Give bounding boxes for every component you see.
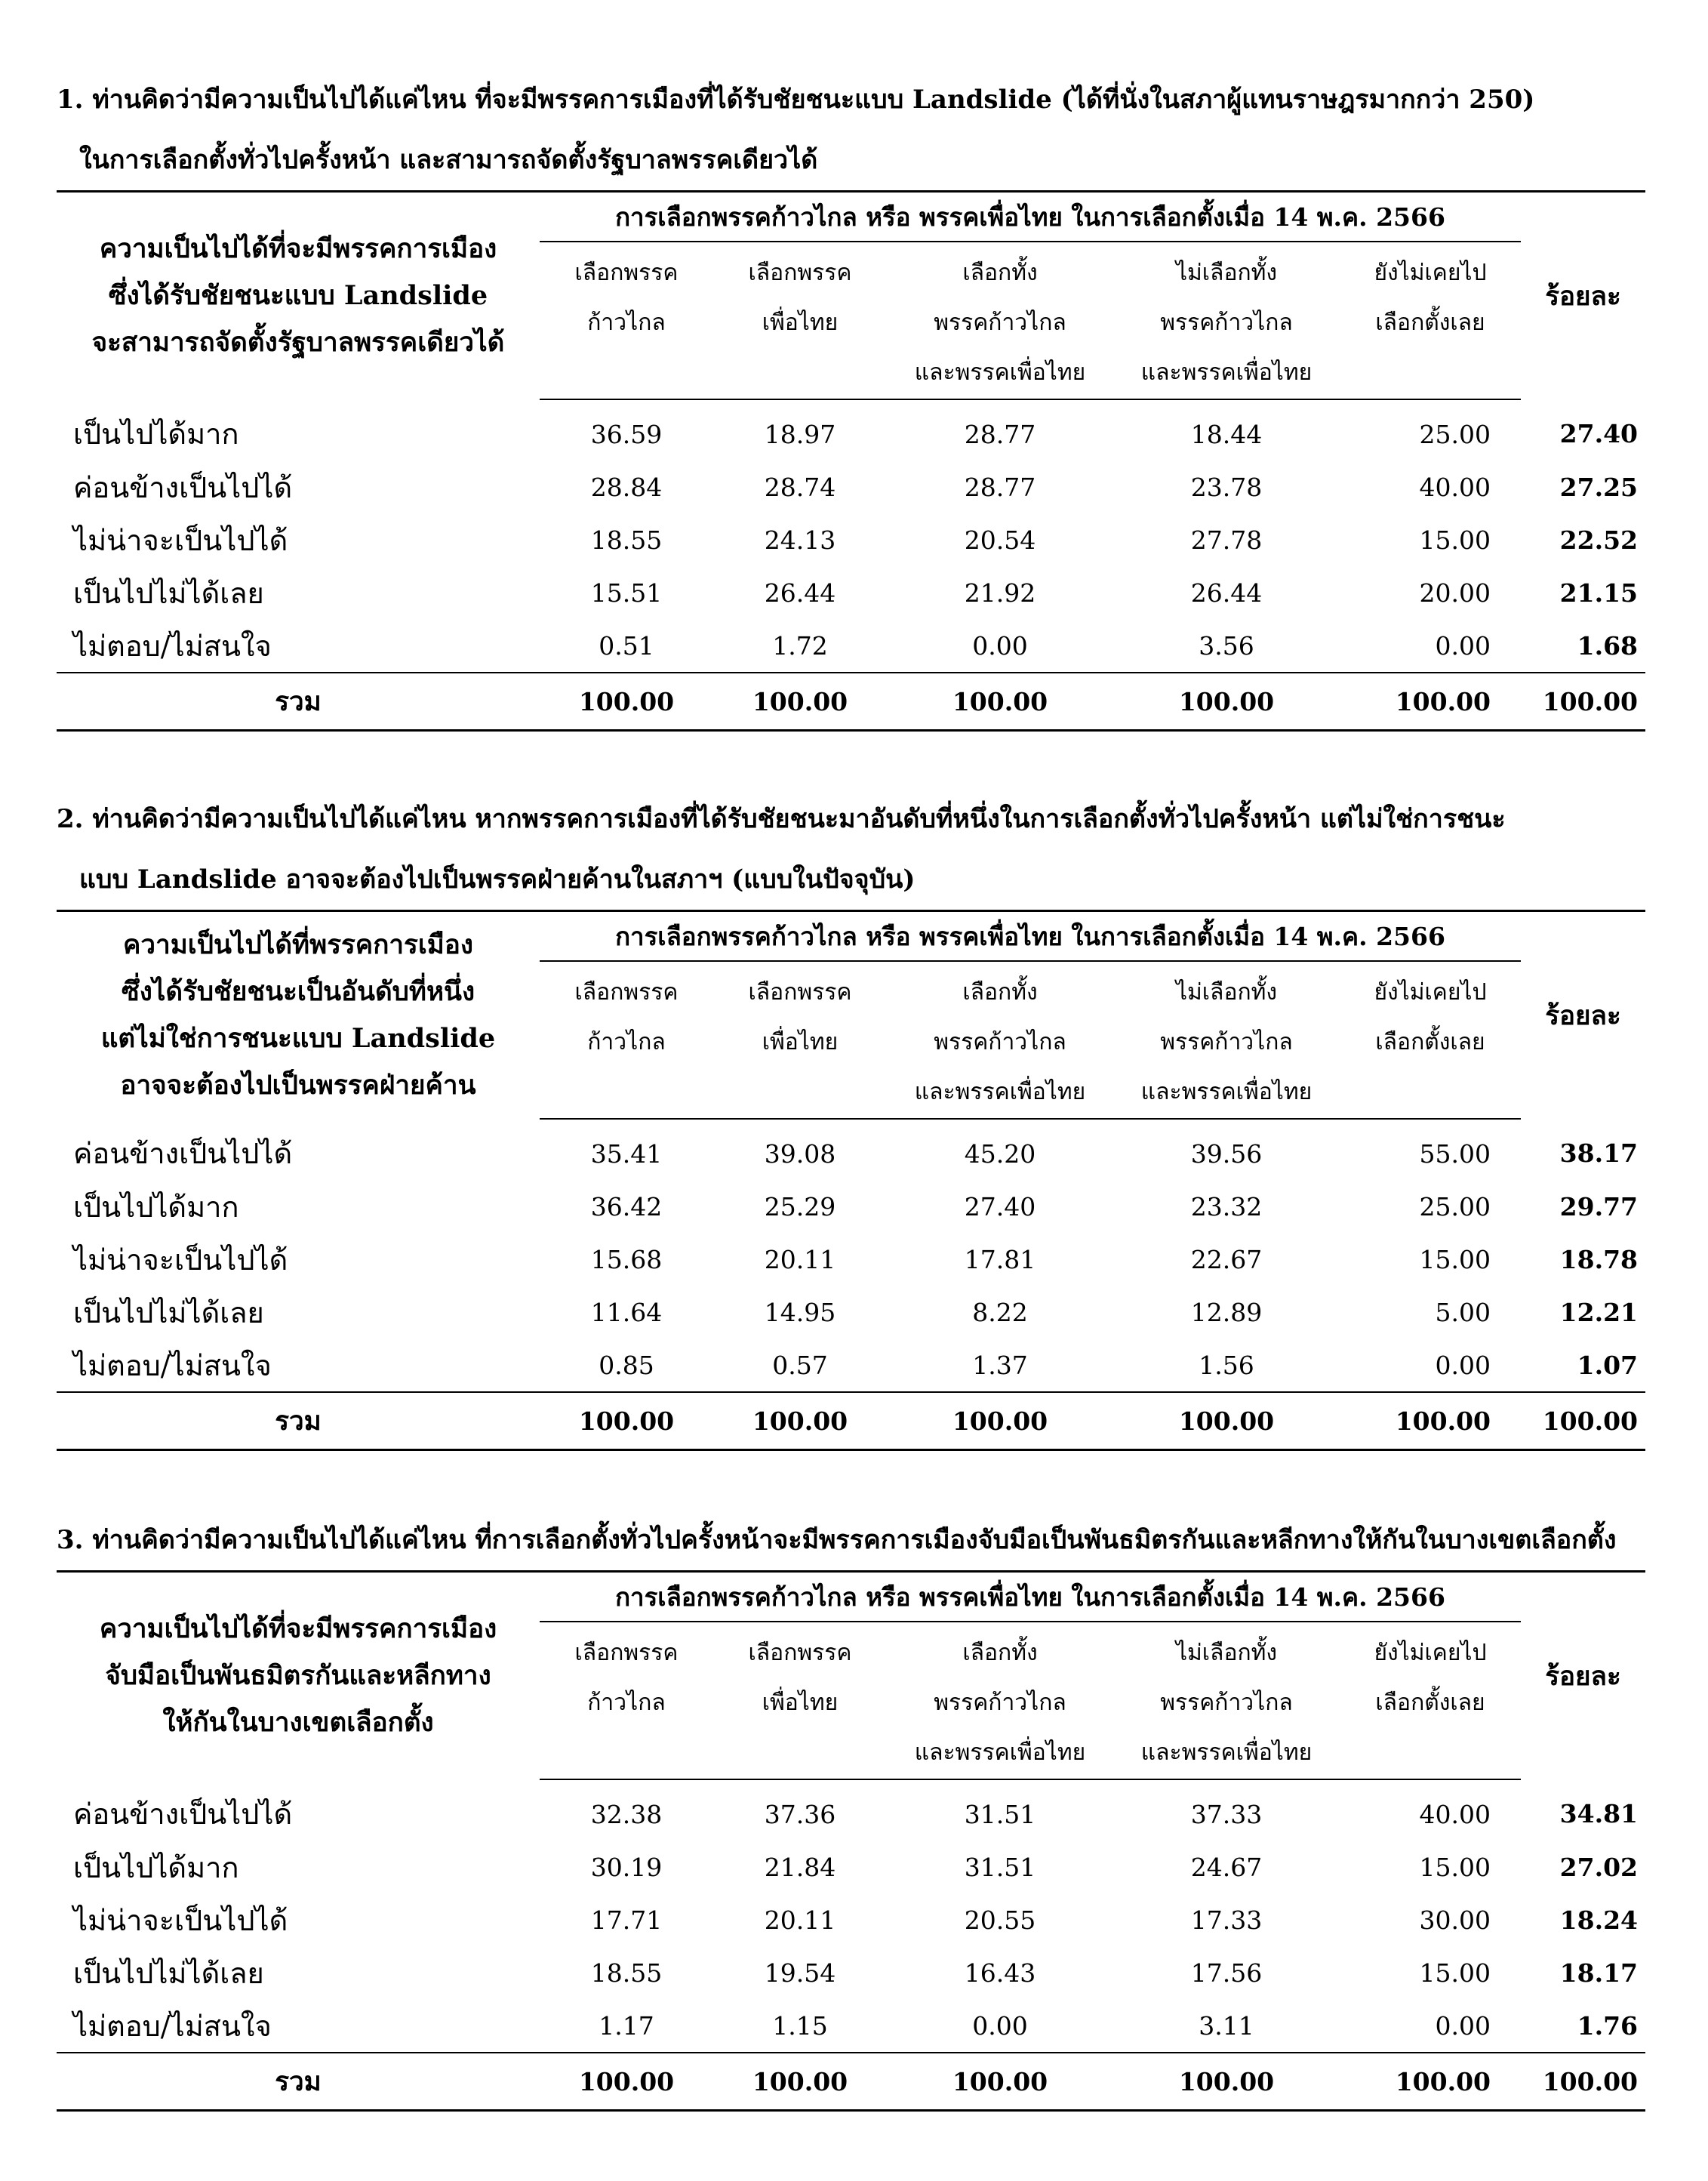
percent-value: 12.21 <box>1559 1297 1639 1327</box>
column-header-line: เลือกพรรค <box>748 1640 852 1666</box>
column-header-move-forward <box>540 961 713 1119</box>
percent-value: 34.81 <box>1559 1799 1639 1828</box>
table-row <box>57 566 1645 619</box>
cell-value: 0.00 <box>1435 2010 1491 2041</box>
table-row <box>57 1779 1645 1841</box>
row-label: ค่อนข้างเป็นไปได้ <box>73 470 293 504</box>
table-row <box>57 1338 1645 1392</box>
cell-value: 28.77 <box>964 419 1036 449</box>
cell-value: 8.22 <box>972 1297 1028 1327</box>
column-header-neither <box>1113 961 1340 1119</box>
column-header-neither <box>1113 242 1340 399</box>
row-label: ไม่น่าจะเป็นไปได้ <box>73 1243 288 1277</box>
cell-value: 18.44 <box>1190 419 1263 449</box>
row-header-line: จะสามารถจัดตั้งรัฐบาลพรรคเดียวได้ <box>91 327 505 358</box>
cell-value: 0.00 <box>1435 630 1491 661</box>
cell-value: 1.15 <box>772 2010 828 2041</box>
row-header-line: แต่ไม่ใช่การชนะแบบ Landslide <box>100 1023 496 1054</box>
total-percent: 100.00 <box>1521 1392 1645 1450</box>
total-percent: 100.00 <box>1521 2053 1645 2111</box>
percent-value: 38.17 <box>1559 1138 1639 1168</box>
total-value: 100.00 <box>540 1392 713 1450</box>
cell-value: 21.92 <box>964 578 1036 608</box>
question-title-line-1: 3. ท่านคิดว่ามีความเป็นไปได้แค่ไหน ที่การเลือกตั้งทั่วไปครั้งหน้าจะมีพรรคการเมืองจับมือเป็นพันธมิตรกันและหลีกทางให้กันในบางเขตเลือกตั้ง <box>57 1525 1617 1555</box>
row-header-line: ซึ่งได้รับชัยชนะแบบ Landslide <box>108 280 488 311</box>
row-label: ไม่ตอบ/ไม่สนใจ <box>73 1348 272 1382</box>
total-value: 100.00 <box>713 1392 887 1450</box>
total-value: 100.00 <box>540 673 713 731</box>
row-label: เป็นไปได้มาก <box>73 417 239 451</box>
row-label: ไม่ตอบ/ไม่สนใจ <box>73 2009 272 2043</box>
cell-value: 39.08 <box>764 1138 836 1169</box>
total-value: 100.00 <box>887 2053 1113 2111</box>
total-label: รวม <box>57 673 540 731</box>
row-label: ค่อนข้างเป็นไปได้ <box>73 1137 293 1170</box>
cell-value: 20.11 <box>764 1905 836 1935</box>
column-header-line: ไม่เลือกทั้ง <box>1175 1640 1278 1666</box>
total-value: 100.00 <box>1113 673 1340 731</box>
total-label: รวม <box>57 1392 540 1450</box>
column-header-line: และพรรคเพื่อไทย <box>914 1739 1086 1766</box>
row-header-line: อาจจะต้องไปเป็นพรรคฝ่ายค้าน <box>120 1070 476 1101</box>
cell-value: 31.51 <box>964 1799 1036 1829</box>
column-header-line: เลือกตั้งเลย <box>1375 1029 1485 1055</box>
percent-value: 18.78 <box>1559 1244 1639 1274</box>
question-title-line-2: ในการเลือกตั้งทั่วไปครั้งหน้า และสามารถจัดตั้งรัฐบาลพรรคเดียวได้ <box>79 145 818 175</box>
total-row <box>57 1392 1645 1450</box>
column-header-line: เพื่อไทย <box>762 1029 839 1055</box>
total-value: 100.00 <box>1340 1392 1521 1450</box>
percent-value: 1.68 <box>1577 630 1639 661</box>
column-header-line: เลือกตั้งเลย <box>1375 310 1485 336</box>
column-header-both <box>887 242 1113 399</box>
column-header-line: พรรคก้าวไกล <box>934 1690 1066 1716</box>
cell-value: 28.77 <box>964 472 1036 502</box>
column-header-both <box>887 961 1113 1119</box>
total-value: 100.00 <box>887 673 1113 731</box>
total-value: 100.00 <box>887 1392 1113 1450</box>
cell-value: 18.97 <box>764 419 836 449</box>
column-header-line: เลือกทั้ง <box>962 1640 1038 1666</box>
percent-value: 27.40 <box>1559 419 1639 448</box>
cell-value: 26.44 <box>764 578 836 608</box>
cell-value: 3.11 <box>1199 2010 1254 2041</box>
percent-value: 27.02 <box>1559 1852 1639 1882</box>
cell-value: 18.55 <box>590 525 663 555</box>
percent-header: ร้อยละ <box>1545 1660 1621 1692</box>
column-header-line: และพรรคเพื่อไทย <box>914 359 1086 386</box>
cell-value: 0.00 <box>972 630 1028 661</box>
row-header-line: ความเป็นไปได้ที่จะมีพรรคการเมือง <box>99 233 497 264</box>
cell-value: 26.44 <box>1190 578 1263 608</box>
section-2 <box>57 789 1645 1451</box>
table-row <box>57 1286 1645 1338</box>
cell-value: 16.43 <box>964 1958 1036 1988</box>
cell-value: 1.72 <box>772 630 828 661</box>
question-title <box>57 789 1645 910</box>
cell-value: 24.67 <box>1190 1852 1263 1882</box>
cell-value: 19.54 <box>764 1958 836 1988</box>
cell-value: 39.56 <box>1190 1138 1263 1169</box>
cell-value: 5.00 <box>1435 1297 1491 1327</box>
column-header-line: ก้าวไกล <box>587 310 666 336</box>
total-value: 100.00 <box>1113 1392 1340 1450</box>
cell-value: 32.38 <box>590 1799 663 1829</box>
percent-value: 29.77 <box>1559 1191 1639 1221</box>
results-table <box>57 910 1645 1451</box>
row-header-line: ความเป็นไปได้ที่จะมีพรรคการเมือง <box>99 1613 497 1644</box>
column-header-line: เลือกตั้งเลย <box>1375 1690 1485 1716</box>
column-header-line: พรรคก้าวไกล <box>1160 310 1293 336</box>
cell-value: 27.78 <box>1190 525 1263 555</box>
column-header-line: ยังไม่เคยไป <box>1374 979 1487 1006</box>
row-header <box>57 911 540 1120</box>
cell-value: 15.00 <box>1419 1852 1491 1882</box>
column-header-line: ยังไม่เคยไป <box>1374 1640 1487 1666</box>
table-row <box>57 1180 1645 1233</box>
row-header <box>57 192 540 400</box>
column-header-line: ก้าวไกล <box>587 1690 666 1716</box>
cell-value: 15.51 <box>590 578 663 608</box>
cell-value: 3.56 <box>1199 630 1254 661</box>
table-row <box>57 1841 1645 1893</box>
column-header-line: พรรคก้าวไกล <box>934 1029 1066 1055</box>
cell-value: 0.00 <box>1435 1350 1491 1380</box>
column-header-line: เลือกพรรค <box>748 979 852 1006</box>
column-header-line: และพรรคเพื่อไทย <box>1140 1079 1313 1105</box>
table-row <box>57 1999 1645 2053</box>
row-header-line: ซึ่งได้รับชัยชนะเป็นอันดับที่หนึ่ง <box>121 976 475 1007</box>
total-percent: 100.00 <box>1521 673 1645 731</box>
column-group-header: การเลือกพรรคก้าวไกล หรือ พรรคเพื่อไทย ในการเลือกตั้งเมื่อ 14 พ.ค. 2566 <box>540 192 1521 242</box>
cell-value: 25.00 <box>1419 419 1491 449</box>
percent-header: ร้อยละ <box>1545 1000 1621 1031</box>
column-header-line: ก้าวไกล <box>587 1029 666 1055</box>
column-header-line: ไม่เลือกทั้ง <box>1175 260 1278 286</box>
row-label: ไม่น่าจะเป็นไปได้ <box>73 1903 288 1937</box>
cell-value: 1.37 <box>972 1350 1028 1380</box>
cell-value: 15.00 <box>1419 1958 1491 1988</box>
cell-value: 17.33 <box>1190 1905 1263 1935</box>
results-table <box>57 1570 1645 2112</box>
percent-value: 18.17 <box>1559 1958 1639 1988</box>
column-header-line: เลือกพรรค <box>574 1640 679 1666</box>
total-value: 100.00 <box>1340 2053 1521 2111</box>
total-value: 100.00 <box>540 2053 713 2111</box>
cell-value: 15.68 <box>590 1244 663 1274</box>
cell-value: 20.00 <box>1419 578 1491 608</box>
table-row <box>57 1893 1645 1946</box>
cell-value: 25.29 <box>764 1191 836 1221</box>
percent-value: 18.24 <box>1559 1905 1639 1935</box>
cell-value: 36.59 <box>590 419 663 449</box>
column-header-line: เลือกทั้ง <box>962 979 1038 1006</box>
percent-value: 1.76 <box>1577 2010 1639 2041</box>
column-header-move-forward <box>540 1622 713 1779</box>
column-header-line: เลือกพรรค <box>574 260 679 286</box>
row-label: เป็นไปไม่ได้เลย <box>73 576 264 610</box>
cell-value: 0.57 <box>772 1350 828 1380</box>
column-header-line: และพรรคเพื่อไทย <box>914 1079 1086 1105</box>
question-title <box>57 1510 1645 1570</box>
percent-header: ร้อยละ <box>1545 280 1621 312</box>
table-row <box>57 1946 1645 1999</box>
cell-value: 22.67 <box>1190 1244 1263 1274</box>
percent-value: 22.52 <box>1559 525 1639 555</box>
cell-value: 37.36 <box>764 1799 836 1829</box>
cell-value: 15.00 <box>1419 1244 1491 1274</box>
cell-value: 24.13 <box>764 525 836 555</box>
table-row <box>57 461 1645 513</box>
cell-value: 35.41 <box>590 1138 663 1169</box>
column-header-line: เพื่อไทย <box>762 310 839 336</box>
cell-value: 12.89 <box>1190 1297 1263 1327</box>
cell-value: 23.78 <box>1190 472 1263 502</box>
cell-value: 30.19 <box>590 1852 663 1882</box>
column-header-pheu-thai <box>713 242 887 399</box>
percent-value: 21.15 <box>1559 578 1639 608</box>
table-row <box>57 1233 1645 1286</box>
table-row <box>57 1119 1645 1180</box>
cell-value: 15.00 <box>1419 525 1491 555</box>
column-header-pheu-thai <box>713 1622 887 1779</box>
column-header-line: พรรคก้าวไกล <box>1160 1029 1293 1055</box>
cell-value: 45.20 <box>964 1138 1036 1169</box>
cell-value: 20.54 <box>964 525 1036 555</box>
column-header-move-forward <box>540 242 713 399</box>
cell-value: 21.84 <box>764 1852 836 1882</box>
row-header-line: ให้กันในบางเขตเลือกตั้ง <box>162 1707 434 1738</box>
percent-value: 1.07 <box>1577 1350 1639 1380</box>
question-title <box>57 69 1645 190</box>
row-header <box>57 1572 540 1780</box>
cell-value: 40.00 <box>1419 472 1491 502</box>
column-header-line: พรรคก้าวไกล <box>934 310 1066 336</box>
cell-value: 27.40 <box>964 1191 1036 1221</box>
column-header-line: และพรรคเพื่อไทย <box>1140 1739 1313 1766</box>
row-label: เป็นไปไม่ได้เลย <box>73 1956 264 1990</box>
cell-value: 28.84 <box>590 472 663 502</box>
table-row <box>57 513 1645 566</box>
section-3 <box>57 1510 1645 2112</box>
column-header-line: ยังไม่เคยไป <box>1374 260 1487 286</box>
total-row <box>57 2053 1645 2111</box>
cell-value: 11.64 <box>590 1297 663 1327</box>
row-label: ไม่น่าจะเป็นไปได้ <box>73 523 288 557</box>
percent-value: 27.25 <box>1559 472 1639 502</box>
cell-value: 28.74 <box>764 472 836 502</box>
column-header-pheu-thai <box>713 961 887 1119</box>
total-value: 100.00 <box>713 673 887 731</box>
cell-value: 14.95 <box>764 1297 836 1327</box>
cell-value: 17.56 <box>1190 1958 1263 1988</box>
column-header-line: และพรรคเพื่อไทย <box>1140 359 1313 386</box>
column-header-never-voted <box>1340 242 1521 399</box>
total-value: 100.00 <box>1340 673 1521 731</box>
cell-value: 0.85 <box>599 1350 654 1380</box>
cell-value: 36.42 <box>590 1191 663 1221</box>
total-value: 100.00 <box>713 2053 887 2111</box>
row-header-line: จับมือเป็นพันธมิตรกันและหลีกทาง <box>105 1660 491 1691</box>
row-label: เป็นไปได้มาก <box>73 1190 239 1224</box>
cell-value: 25.00 <box>1419 1191 1491 1221</box>
question-title-line-1: 1. ท่านคิดว่ามีความเป็นไปได้แค่ไหน ที่จะมีพรรคการเมืองที่ได้รับชัยชนะแบบ Landslide (ได้ที่นั่งในสภาผู้แทนราษฎรมากกว่า 250) <box>57 85 1535 115</box>
cell-value: 37.33 <box>1190 1799 1263 1829</box>
column-header-never-voted <box>1340 1622 1521 1779</box>
cell-value: 20.11 <box>764 1244 836 1274</box>
column-header-line: เพื่อไทย <box>762 1690 839 1716</box>
total-label: รวม <box>57 2053 540 2111</box>
question-title-line-1: 2. ท่านคิดว่ามีความเป็นไปได้แค่ไหน หากพรรคการเมืองที่ได้รับชัยชนะมาอันดับที่หนึ่งในการเลือกตั้งทั่วไปครั้งหน้า แต่ไม่ใช่การชนะ <box>57 804 1506 834</box>
column-header-both <box>887 1622 1113 1779</box>
column-header-line: เลือกพรรค <box>574 979 679 1006</box>
cell-value: 40.00 <box>1419 1799 1491 1829</box>
cell-value: 18.55 <box>590 1958 663 1988</box>
column-header-line: ไม่เลือกทั้ง <box>1175 979 1278 1006</box>
cell-value: 17.71 <box>590 1905 663 1935</box>
total-row <box>57 673 1645 731</box>
cell-value: 0.00 <box>972 2010 1028 2041</box>
section-1 <box>57 69 1645 732</box>
cell-value: 30.00 <box>1419 1905 1491 1935</box>
row-header-line: ความเป็นไปได้ที่พรรคการเมือง <box>123 929 473 960</box>
table-row <box>57 399 1645 461</box>
table-row <box>57 619 1645 673</box>
results-table <box>57 190 1645 732</box>
cell-value: 20.55 <box>964 1905 1036 1935</box>
column-header-neither <box>1113 1622 1340 1779</box>
column-group-header: การเลือกพรรคก้าวไกล หรือ พรรคเพื่อไทย ในการเลือกตั้งเมื่อ 14 พ.ค. 2566 <box>540 1572 1521 1622</box>
column-header-line: เลือกพรรค <box>748 260 852 286</box>
row-label: ค่อนข้างเป็นไปได้ <box>73 1797 293 1831</box>
cell-value: 1.56 <box>1199 1350 1254 1380</box>
column-header-line: พรรคก้าวไกล <box>1160 1690 1293 1716</box>
column-header-never-voted <box>1340 961 1521 1119</box>
row-label: เป็นไปได้มาก <box>73 1850 239 1884</box>
row-label: เป็นไปไม่ได้เลย <box>73 1295 264 1329</box>
cell-value: 31.51 <box>964 1852 1036 1882</box>
cell-value: 1.17 <box>599 2010 654 2041</box>
cell-value: 23.32 <box>1190 1191 1263 1221</box>
cell-value: 55.00 <box>1419 1138 1491 1169</box>
total-value: 100.00 <box>1113 2053 1340 2111</box>
column-group-header: การเลือกพรรคก้าวไกล หรือ พรรคเพื่อไทย ในการเลือกตั้งเมื่อ 14 พ.ค. 2566 <box>540 911 1521 962</box>
cell-value: 17.81 <box>964 1244 1036 1274</box>
question-title-line-2: แบบ Landslide อาจจะต้องไปเป็นพรรคฝ่ายค้านในสภาฯ (แบบในปัจจุบัน) <box>79 864 916 895</box>
row-label: ไม่ตอบ/ไม่สนใจ <box>73 629 272 663</box>
column-header-line: เลือกทั้ง <box>962 260 1038 286</box>
cell-value: 0.51 <box>599 630 654 661</box>
